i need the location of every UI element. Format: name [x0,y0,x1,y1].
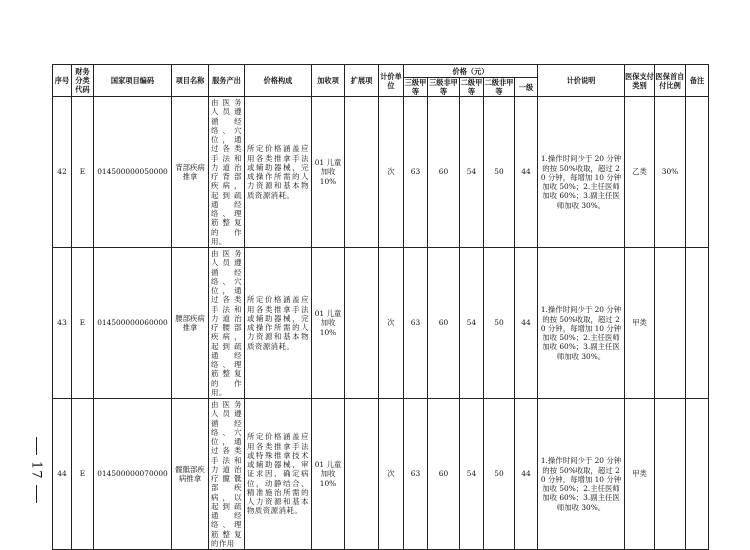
cell-composition-text: 所定价格涵盖应用各类推拿手法或辅助器械，完成操作所需的人力资源和基本物质资源消耗。 [247,295,309,351]
cell-seq: 44 [53,399,72,550]
cell-extension [345,97,379,248]
page-number-marker [28,415,44,525]
header-price-group: 价格（元） [404,65,538,78]
table-row [53,399,709,550]
cell-addon: 01 儿童加收 10% [312,248,345,399]
cell-output-text: 由医务人员遵循经络、穴位，通过各类手法和力道治疗背部疾病，起到疏通经络、理筋整复的作用。 [211,98,242,246]
cell-output [209,399,245,550]
cell-seq: 42 [53,97,72,248]
header-code: 国家项目编码 [94,65,172,97]
cell-insurance-type: 甲类 [625,248,655,399]
cell-pricing-note-text: 1.操作时间少于 20 分钟的按 50%收取，超过 20 分钟，每增加 10 分钟加收 50%；2.主任医师加收 60%；3.副主任医师加收 30%。 [540,154,622,210]
cell-insurance-type: 乙类 [625,97,655,248]
cell-insurance-ratio: 30% [655,97,686,248]
cell-name: 腰部疾病推拿 [172,248,209,399]
cell-grade2-a: 54 [460,399,484,550]
header-grade2-a: 二级甲等 [460,78,483,96]
cell-grade2-a: 54 [460,248,484,399]
cell-name: 背部疾病推拿 [172,97,209,248]
header-unit: 计价单位 [379,65,404,97]
cell-grade3-a: 63 [404,248,428,399]
cell-remark [686,248,709,399]
table-row [53,97,709,248]
cell-grade2-a: 54 [460,97,484,248]
cell-grade2-non-a: 50 [484,399,515,550]
page-number: 17 [28,460,44,480]
cell-extension [345,248,379,399]
cell-remark [686,399,709,550]
cell-addon: 01 儿童加收 10% [312,399,345,550]
cell-insurance-type: 甲类 [625,399,655,550]
header-remark: 备注 [686,65,709,97]
cell-code: 014500000060000 [94,248,172,399]
cell-output [209,248,245,399]
cell-composition-text: 所定价格涵盖应用各类推拿手法或辅助器械，完成操作所需的人力资源和基本物质资源消耗。 [247,144,309,200]
cell-seq: 43 [53,248,72,399]
cell-grade2-non-a: 50 [484,248,515,399]
header-addon: 加收项 [312,65,345,97]
cell-pricing-note [538,97,625,248]
cell-output [209,97,245,248]
cell-grade3-a: 63 [404,97,428,248]
cell-grade3-non-a: 60 [428,97,460,248]
header-grade1: 一级 [515,78,538,97]
cell-composition [245,399,312,550]
cell-addon: 01 儿童加收 10% [312,97,345,248]
header-name: 项目名称 [172,65,209,97]
header-category: 财务分类代码 [72,65,94,97]
header-grade3-a: 三级甲等 [404,78,427,96]
price-table [52,64,709,550]
cell-composition [245,248,312,399]
cell-pricing-note-text: 1.操作时间少于 20 分钟的按 50%收取，超过 20 分钟，每增加 10 分钟加收 50%；2.主任医师加收 60%；3.副主任医师加收 30%。 [540,456,622,512]
cell-extension [345,399,379,550]
cell-grade1: 44 [515,97,538,248]
table-body [53,97,709,550]
header-output: 服务产出 [209,65,245,97]
cell-code: 014500000050000 [94,97,172,248]
cell-grade1: 44 [515,399,538,550]
cell-insurance-ratio [655,248,686,399]
cell-pricing-note-text: 1.操作时间少于 20 分钟的按 50%收取，超过 20 分钟，每增加 10 分钟加收 50%；2.主任医师加收 60%；3.副主任医师加收 30%。 [540,305,622,361]
cell-unit: 次 [379,248,404,399]
cell-name: 髋骶部疾病推拿 [172,399,209,550]
header-composition: 价格构成 [245,65,312,97]
header-insurance-ratio: 医保首自付比例 [655,65,686,97]
cell-category: E [72,248,94,399]
cell-pricing-note [538,399,625,550]
cell-category: E [72,97,94,248]
cell-composition [245,97,312,248]
cell-pricing-note [538,248,625,399]
cell-insurance-ratio [655,399,686,550]
cell-code: 014500000070000 [94,399,172,550]
cell-category: E [72,399,94,550]
cell-output-text: 由医务人员遵循经络、穴位，通过各类手法和力道治疗髋骶部疾病，以起到疏通经络、理筋整复的作用 [211,400,242,548]
cell-composition-text: 所定价格涵盖应用各类推拿手法或特殊推拿技术或辅助器械，审证求因、确定病位，动静结合、精准施治所需的人力资源和基本物质资源消耗。 [247,432,309,516]
page-number-dash-top [36,437,37,455]
header-extension: 扩展项 [345,65,379,97]
page-number-dash-bottom [36,485,37,503]
cell-remark [686,97,709,248]
table-header [53,65,709,97]
header-grade2-non-a: 二级非甲等 [484,78,514,96]
cell-grade3-a: 63 [404,399,428,550]
header-seq: 序号 [53,65,72,97]
table-row [53,248,709,399]
cell-grade2-non-a: 50 [484,97,515,248]
cell-grade1: 44 [515,248,538,399]
cell-unit: 次 [379,399,404,550]
header-grade3-non-a: 三级非甲等 [429,78,458,96]
cell-grade3-non-a: 60 [428,248,460,399]
cell-output-text: 由医务人员遵循经络、穴位，通过各类手法和力道治疗腰部疾病，起到疏通经络、理筋整复的作用。 [211,249,242,397]
cell-unit: 次 [379,97,404,248]
cell-grade3-non-a: 60 [428,399,460,550]
header-pricing-note: 计价说明 [538,65,625,97]
header-insurance-type: 医保支付类别 [625,65,655,97]
